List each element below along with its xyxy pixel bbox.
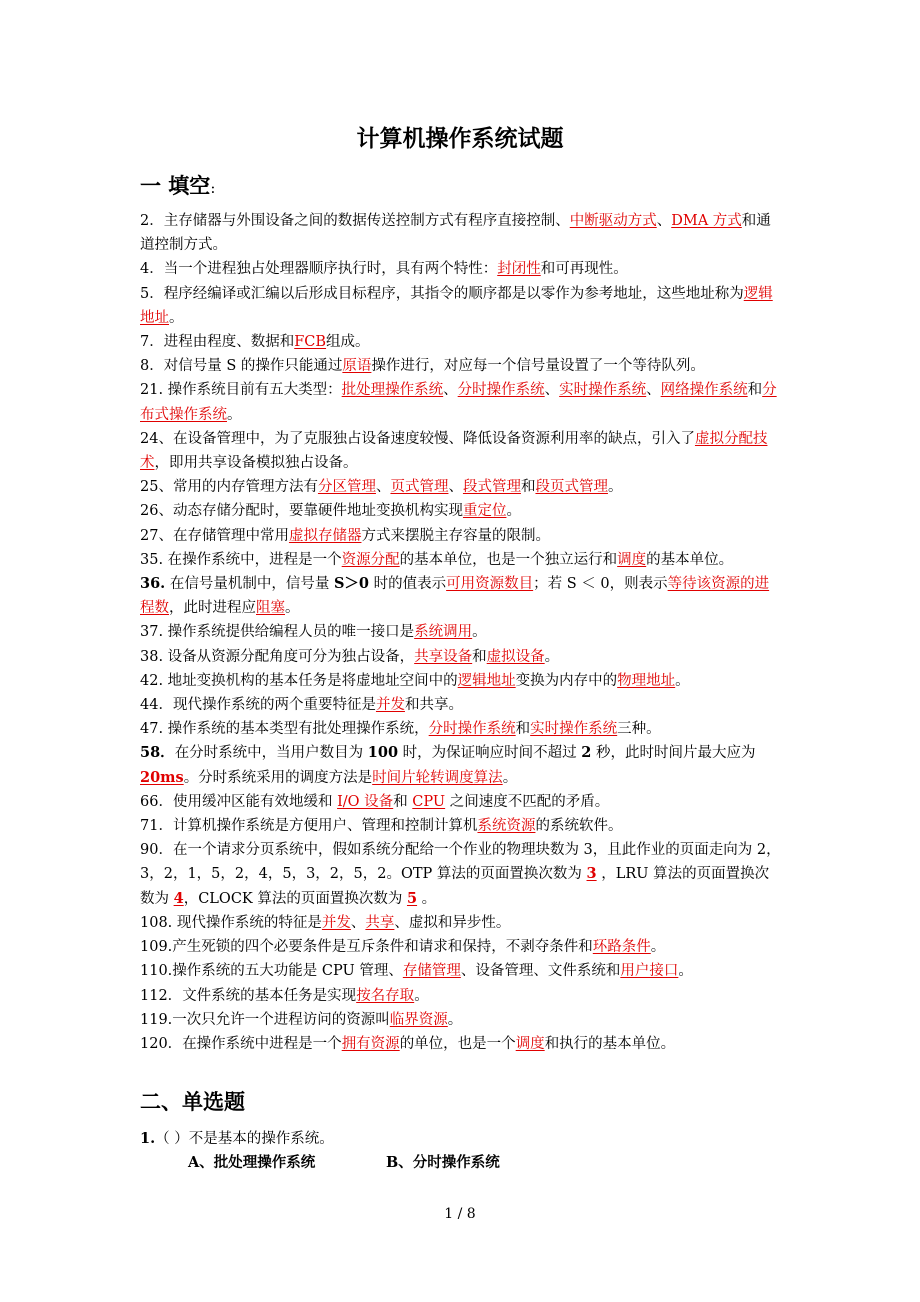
answer: 5 <box>406 889 418 907</box>
answer: FCB <box>294 334 327 351</box>
mcq-question-1: 1.（ ）不是基本的操作系统。 <box>140 1130 334 1147</box>
answer: 按名存取 <box>356 987 415 1004</box>
answer: 封闭性 <box>497 261 541 278</box>
answer: 段页式管理 <box>535 479 608 496</box>
answer: 临界资源 <box>389 1011 448 1028</box>
answer: 环路条件 <box>592 939 651 956</box>
question-5: 5．程序经编译或汇编以后形成目标程序，其指令的顺序都是以零作为参考地址，这些地址称为逻辑地址。 <box>140 285 773 326</box>
answer: 实时操作系统 <box>530 721 618 738</box>
answer: 虚拟存储器 <box>288 527 362 544</box>
question-58: 58．在分时系统中，当用户数目为 100 时，为保证响应时间不超过 2 秒，此时时间片最大应为 20ms。分时系统采用的调度方法是时间片轮转调度算法。 <box>140 744 756 786</box>
answer: 分布式操作系统 <box>140 382 777 423</box>
answer: 系统资源 <box>477 818 536 835</box>
answer: 分时操作系统 <box>457 382 545 399</box>
answer: 拥有资源 <box>341 1035 400 1052</box>
question-26: 26、动态存储分配时，要靠硬件地址变换机构实现重定位。 <box>140 503 521 520</box>
answer: CPU <box>412 793 446 810</box>
answer: 中断驱动方式 <box>569 213 657 229</box>
question-35: 35. 在操作系统中，进程是一个资源分配的基本单位，也是一个独立运行和调度的基本单位。 <box>140 551 734 568</box>
single-choice-questions <box>140 1127 782 1175</box>
question-2: 2．主存储器与外围设备之间的数据传送控制方式有程序直接控制、中断驱动方式、DMA 方式和通道控制方式。 <box>140 213 771 254</box>
answer: 可用资源数目 <box>446 576 534 593</box>
page-number: 1 / 8 <box>444 1206 476 1222</box>
section-heading-text: 一 填空 <box>140 173 211 198</box>
question-38: 38. 设备从资源分配角度可分为独占设备，共享设备和虚拟设备。 <box>140 648 560 665</box>
answer: 分区管理 <box>317 479 376 496</box>
answer: 逻辑地址 <box>140 285 773 326</box>
answer: 虚拟分配技术 <box>140 430 768 472</box>
question-37: 37. 操作系统提供给编程人员的唯一接口是系统调用。 <box>140 624 487 641</box>
question-47: 47. 操作系统的基本类型有批处理操作系统，分时操作系统和实时操作系统三种。 <box>140 721 661 738</box>
section-heading-single-choice: 二、单选题 <box>140 1089 245 1114</box>
answer: 调度 <box>617 551 647 568</box>
answer: 共享设备 <box>414 648 473 665</box>
answer: 批处理操作系统 <box>341 382 444 399</box>
question-25: 25、常用的内存管理方法有分区管理、页式管理、段式管理和段页式管理。 <box>140 479 623 496</box>
answer: 段式管理 <box>462 479 521 496</box>
answer: 逻辑地址 <box>457 672 516 689</box>
answer: 4 <box>173 889 184 907</box>
section-heading-fill-in <box>140 170 215 200</box>
question-24: 24、在设备管理中，为了克服独占设备速度较慢、降低设备资源利用率的缺点，引入了虚拟分配技术，即用共享设备模拟独占设备。 <box>140 430 768 472</box>
answer: 系统调用 <box>414 624 473 641</box>
answer: 3 <box>586 865 597 883</box>
question-71: 71．计算机操作系统是方便用户、管理和控制计算机系统资源的系统软件。 <box>140 818 623 835</box>
section-heading-colon: : <box>210 179 216 197</box>
mcq-options <box>140 1151 782 1175</box>
answer: DMA 方式 <box>671 213 742 229</box>
option-b: B、分时操作系统 <box>386 1154 500 1172</box>
answer: 资源分配 <box>341 551 400 568</box>
answer: 存储管理 <box>402 963 461 980</box>
answer: I/O 设备 <box>337 793 394 810</box>
question-7: 7．进程由程度、数据和FCB组成。 <box>140 334 370 351</box>
answer: 原语 <box>342 358 372 375</box>
fill-in-questions <box>140 209 782 1056</box>
answer: 实时操作系统 <box>559 382 647 399</box>
answer: 并发 <box>375 697 405 714</box>
answer: 分时操作系统 <box>428 721 516 738</box>
question-8: 8．对信号量 S 的操作只能通过原语操作进行，对应每一个信号量设置了一个等待队列。 <box>140 358 705 375</box>
question-90: 90．在一个请求分页系统中，假如系统分配给一个作业的物理块数为 3，且此作业的页面走向为 2，3，2，1，5，2，4，5，3，2，5，2。OTP 算法的页面置换次数为 3 ，LRU 算法的页面置换次数为 4，CLOCK 算法的页面置换次数为 5 。 <box>140 842 781 907</box>
answer: 时间片轮转调度算法 <box>372 769 503 786</box>
answer: 用户接口 <box>620 963 679 980</box>
question-110: 110.操作系统的五大功能是 CPU 管理、存储管理、设备管理、文件系统和用户接口。 <box>140 963 693 980</box>
answer: 调度 <box>515 1035 545 1052</box>
question-66: 66．使用缓冲区能有效地缓和 I/O 设备和 CPU 之间速度不匹配的矛盾。 <box>140 793 610 810</box>
question-27: 27、在存储管理中常用虚拟存储器方式来摆脱主存容量的限制。 <box>140 527 550 544</box>
document-title: 计算机操作系统试题 <box>356 125 564 152</box>
answer: 虚拟设备 <box>486 648 545 665</box>
answer: 20ms <box>140 768 184 786</box>
answer: 重定位 <box>462 503 507 520</box>
question-44: 44．现代操作系统的两个重要特征是并发和共享。 <box>140 697 463 714</box>
question-109: 109.产生死锁的四个必要条件是互斥条件和请求和保持，不剥夺条件和环路条件。 <box>140 939 666 956</box>
question-21: 21. 操作系统目前有五大类型：批处理操作系统、分时操作系统、实时操作系统、网络操作系统和分布式操作系统。 <box>140 382 777 423</box>
question-108: 108. 现代操作系统的特征是并发、共享、虚拟和异步性。 <box>140 914 511 931</box>
answer: 物理地址 <box>617 672 676 689</box>
question-42: 42. 地址变换机构的基本任务是将虚地址空间中的逻辑地址变换为内存中的物理地址。 <box>140 672 690 689</box>
answer: 阻塞 <box>256 600 285 617</box>
answer: 并发 <box>321 914 351 931</box>
question-120: 120．在操作系统中进程是一个拥有资源的单位，也是一个调度和执行的基本单位。 <box>140 1035 676 1052</box>
answer: 页式管理 <box>390 479 449 496</box>
option-a: A、批处理操作系统 <box>188 1154 316 1172</box>
question-4: 4．当一个进程独占处理器顺序执行时，具有两个特性：封闭性和可再现性。 <box>140 261 628 278</box>
answer: 共享 <box>365 914 395 931</box>
question-36: 36. 在信号量机制中，信号量 S＞0 时的值表示可用资源数目；若 S ＜ 0，则表示等待该资源的进程数，此时进程应阻塞。 <box>140 575 770 617</box>
question-119: 119.一次只允许一个进程访问的资源叫临界资源。 <box>140 1011 463 1028</box>
answer: 等待该资源的进程数 <box>140 576 770 617</box>
answer: 网络操作系统 <box>660 382 748 399</box>
question-112: 112．文件系统的基本任务是实现按名存取。 <box>140 987 429 1004</box>
